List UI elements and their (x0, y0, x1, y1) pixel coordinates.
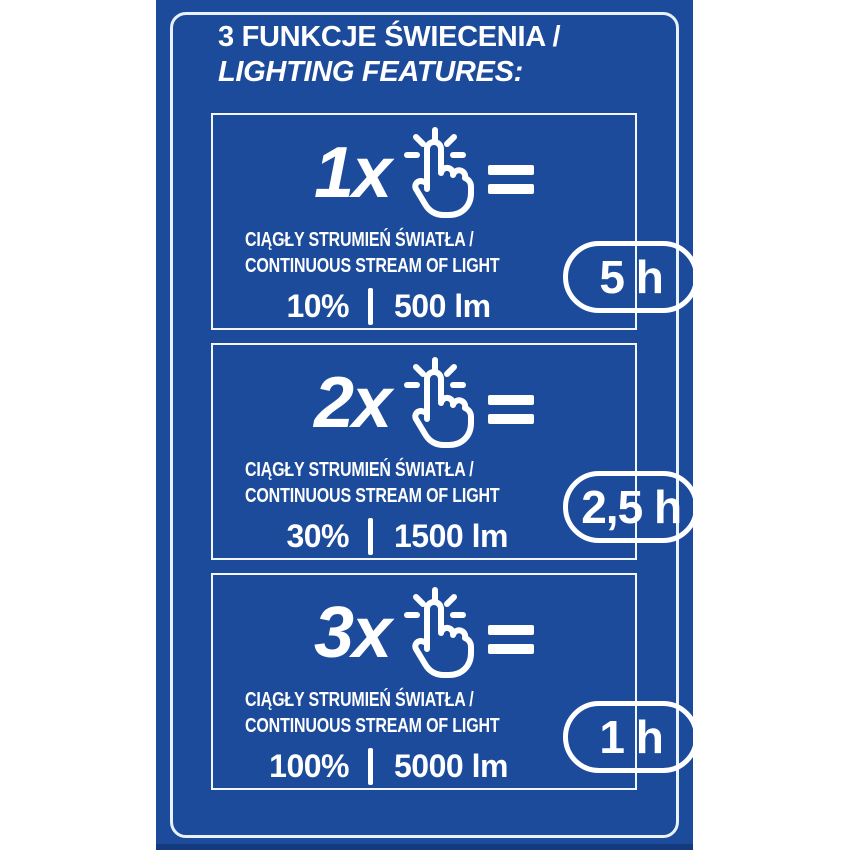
mode-3-label-english: CONTINUOUS STREAM OF LIGHT (245, 715, 500, 737)
mode-3-tap-row (213, 575, 635, 687)
panel-title (218, 20, 560, 90)
tap-click-hand-icon (404, 587, 478, 687)
panel-bottom-edge (156, 844, 693, 850)
mode-2-labels (245, 457, 563, 557)
equals-icon (488, 395, 534, 424)
mode-3-label-polish: CIĄGŁY STRUMIEŃ ŚWIATŁA / (245, 689, 474, 711)
mode-1-power-percent: 10% (286, 287, 349, 324)
equals-icon (488, 625, 534, 654)
mode-2-runtime-badge: 2,5 h (563, 471, 699, 543)
mode-box-2 (211, 343, 682, 560)
equals-icon (488, 165, 534, 194)
mode-2-tap-row (213, 345, 635, 457)
mode-3-runtime-badge: 1 h (563, 701, 699, 773)
mode-1-values (245, 285, 563, 327)
values-divider (368, 518, 373, 555)
mode-2-power-percent: 30% (286, 517, 349, 554)
mode-2-content (213, 457, 682, 557)
mode-3-power-percent: 100% (269, 747, 349, 784)
mode-3-lumens: 5000 lm (394, 747, 508, 784)
mode-2-label-polish: CIĄGŁY STRUMIEŃ ŚWIATŁA / (245, 459, 474, 481)
mode-3-press-count: 3x (313, 593, 391, 673)
mode-1-runtime-badge: 5 h (563, 241, 699, 313)
mode-1-press-count: 1x (313, 133, 391, 213)
mode-1-tap-row (213, 115, 635, 227)
mode-2-label-english: CONTINUOUS STREAM OF LIGHT (245, 485, 500, 507)
mode-1-label-english: CONTINUOUS STREAM OF LIGHT (245, 255, 500, 277)
title-english: LIGHTING FEATURES: (218, 56, 523, 88)
mode-2-values (245, 515, 563, 557)
mode-box-3 (211, 573, 663, 790)
mode-3-values (245, 745, 563, 787)
title-polish: 3 FUNKCJE ŚWIECENIA / (218, 21, 561, 53)
mode-3-labels (245, 687, 563, 787)
mode-1-content (213, 227, 663, 327)
mode-box-1 (211, 113, 663, 330)
mode-1-lumens: 500 lm (394, 287, 491, 324)
mode-1-label-polish: CIĄGŁY STRUMIEŃ ŚWIATŁA / (245, 229, 474, 251)
mode-3-content (213, 687, 663, 787)
values-divider (368, 748, 373, 785)
lighting-features-panel (156, 0, 693, 850)
tap-click-hand-icon (404, 127, 478, 227)
mode-1-labels (245, 227, 563, 327)
mode-2-lumens: 1500 lm (394, 517, 508, 554)
values-divider (368, 288, 373, 325)
tap-click-hand-icon (404, 357, 478, 457)
mode-2-press-count: 2x (313, 363, 391, 443)
